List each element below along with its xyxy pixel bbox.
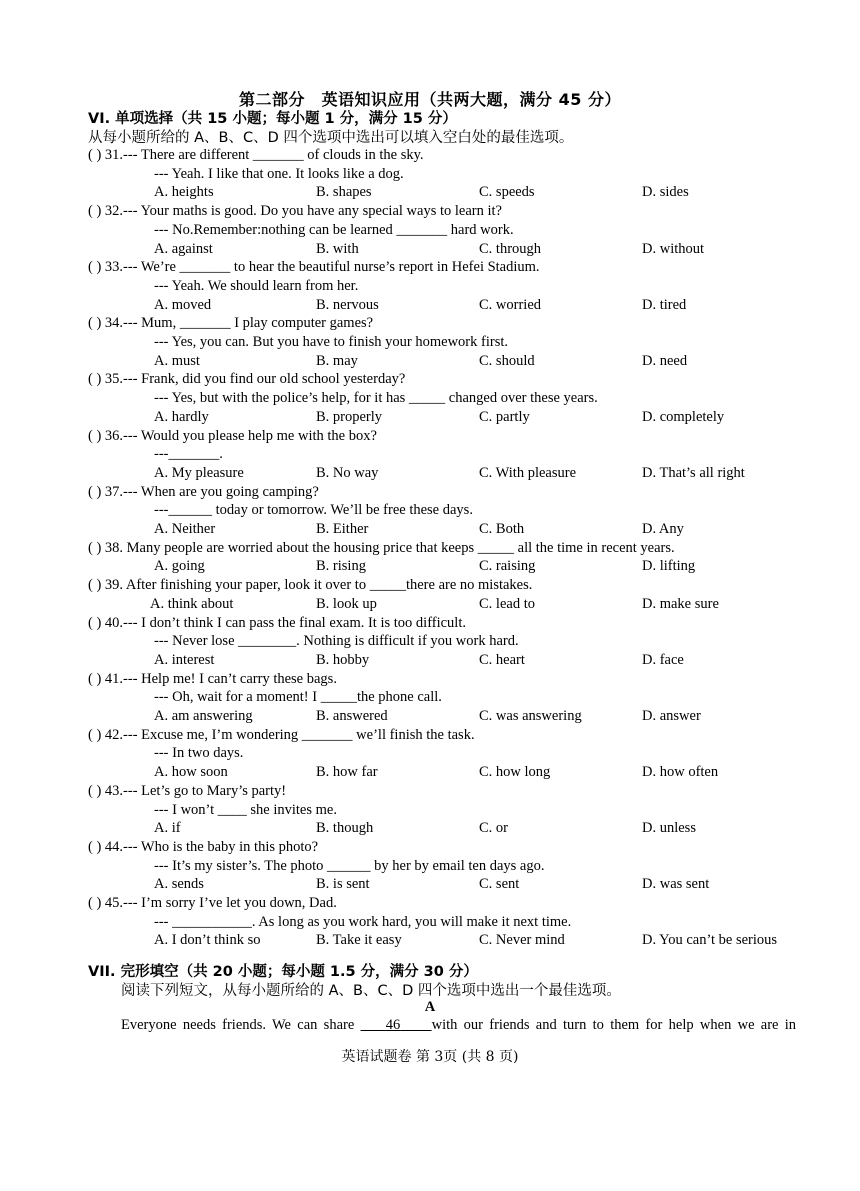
option-d: D. You can’t be serious [642, 932, 778, 949]
option-d: D. tired [642, 296, 687, 313]
question-stem: ( ) 44.--- Who is the baby in this photo? [88, 838, 319, 855]
question-stem: ( ) 38. Many people are worried about the housing price that keeps _____ all the time in recent years. [88, 539, 675, 556]
option-d: D. lifting [642, 558, 696, 575]
question-dialogue-line: --- I won’t ____ she invites me. [154, 801, 337, 818]
option-c: C. With pleasure [479, 464, 577, 481]
option-b: B. look up [316, 595, 377, 612]
question-dialogue-line: --- Yes, you can. But you have to finish your homework first. [154, 334, 508, 350]
page-title: 第二部分 英语知识应用（共两大题，满分 45 分） [239, 90, 621, 109]
passage-label: A [424, 999, 436, 1015]
question-stem: ( ) 45.--- I’m sorry I’ve let you down, Dad. [88, 895, 337, 911]
option-b: B. rising [316, 558, 366, 575]
question-stem: ( ) 35.--- Frank, did you find our old school yesterday? [88, 371, 406, 388]
option-c: C. should [479, 352, 535, 369]
option-b: B. shapes [316, 184, 372, 201]
section7-instruction: 阅读下列短文，从每小题所给的 A、B、C、D 四个选项中选出一个最佳选项。 [121, 983, 621, 999]
option-c: C. lead to [479, 595, 535, 612]
option-d: D. Any [642, 521, 684, 537]
option-a: A. must [154, 352, 200, 369]
option-c: C. heart [479, 651, 525, 668]
question-dialogue-line: --- ___________. As long as you work hard, you will make it next time. [154, 913, 572, 930]
question-stem: ( ) 43.--- Let’s go to Mary’s party! [88, 782, 287, 799]
option-a: A. interest [154, 651, 215, 668]
option-d: D. how often [642, 764, 719, 781]
question-dialogue-line: --- In two days. [154, 745, 244, 762]
option-a: A. Neither [154, 521, 216, 537]
option-d: D. was sent [642, 876, 710, 893]
option-a: A. if [154, 820, 181, 837]
question-dialogue-line: --- Yeah. We should learn from her. [154, 277, 359, 294]
question-stem: ( ) 40.--- I don’t think I can pass the final exam. It is too difficult. [88, 614, 466, 631]
option-b: B. is sent [316, 876, 370, 893]
option-c: C. partly [479, 408, 530, 425]
option-d: D. answer [642, 708, 701, 724]
question-dialogue-line: --- Yes, but with the police’s help, for it has _____ changed over these years. [154, 390, 598, 407]
option-d: D. completely [642, 408, 725, 425]
option-a: A. sends [154, 876, 204, 893]
option-c: C. Both [479, 521, 525, 537]
option-c: C. sent [479, 876, 520, 893]
passage-text-start: Everyone needs friends. We can share [121, 1017, 355, 1033]
question-dialogue-line: --- Yeah. I like that one. It looks like a dog. [154, 165, 404, 182]
section7-heading: VII. 完形填空（共 20 小题；每小题 1.5 分，满分 30 分） [88, 964, 478, 980]
option-d: D. sides [642, 184, 689, 201]
option-c: C. through [479, 240, 542, 257]
option-a: A. am answering [154, 708, 253, 724]
option-a: A. I don’t think so [154, 932, 261, 949]
option-a: A. hardly [154, 408, 209, 425]
section6-instruction: 从每小题所给的 A、B、C、D 四个选项中选出可以填入空白处的最佳选项。 [88, 130, 574, 146]
question-dialogue-line: ---______ today or tomorrow. We’ll be free these days. [154, 502, 473, 519]
question-dialogue-line: --- Never lose ________. Nothing is difficult if you work hard. [154, 633, 519, 650]
option-a: A. against [154, 240, 213, 257]
option-b: B. hobby [316, 651, 370, 668]
option-c: C. raising [479, 558, 536, 575]
question-dialogue-line: ---_______. [154, 446, 223, 463]
question-stem: ( ) 39. After finishing your paper, look it over to _____there are no mistakes. [88, 577, 533, 594]
question-stem: ( ) 32.--- Your maths is good. Do you have any special ways to learn it? [88, 203, 502, 220]
option-b: B. though [316, 820, 374, 837]
option-d: D. That’s all right [642, 464, 745, 481]
question-stem: ( ) 34.--- Mum, _______ I play computer games? [88, 315, 374, 332]
option-a: A. heights [154, 184, 214, 201]
option-c: C. how long [479, 764, 551, 781]
option-b: B. Either [316, 521, 369, 537]
question-dialogue-line: --- No.Remember:nothing can be learned _______ hard work. [154, 221, 514, 238]
option-d: D. without [642, 240, 705, 257]
option-c: C. worried [479, 296, 542, 313]
option-d: D. need [642, 352, 688, 369]
option-d: D. unless [642, 820, 696, 837]
question-stem: ( ) 33.--- We’re _______ to hear the beautiful nurse’s report in Hefei Stadium. [88, 259, 540, 276]
passage-first-line [121, 1017, 796, 1034]
option-d: D. make sure [642, 595, 719, 612]
option-d: D. face [642, 651, 684, 668]
option-b: B. answered [316, 708, 388, 724]
option-a: A. think about [150, 595, 234, 612]
option-b: B. Take it easy [316, 932, 402, 949]
option-b: B. No way [316, 464, 379, 481]
passage-text-rest: with our friends and turn to them for help when we are in [431, 1017, 797, 1033]
option-b: B. nervous [316, 296, 379, 313]
option-b: B. properly [316, 408, 383, 425]
option-b: B. how far [316, 764, 378, 781]
question-stem: ( ) 31.--- There are different _______ of clouds in the sky. [88, 147, 424, 163]
blank-number: 46 [385, 1017, 401, 1033]
question-stem: ( ) 42.--- Excuse me, I’m wondering _______ we’ll finish the task. [88, 726, 475, 743]
option-c: C. or [479, 820, 508, 837]
option-a: A. moved [154, 296, 212, 313]
blank-46 [361, 1017, 432, 1033]
option-c: C. Never mind [479, 932, 565, 949]
question-stem: ( ) 41.--- Help me! I can’t carry these bags. [88, 670, 337, 687]
option-c: C. was answering [479, 708, 582, 724]
option-b: B. may [316, 352, 358, 369]
question-stem: ( ) 36.--- Would you please help me with the box? [88, 427, 377, 444]
option-a: A. My pleasure [154, 464, 244, 481]
question-dialogue-line: --- Oh, wait for a moment! I _____the phone call. [154, 689, 442, 706]
section6-heading: VI. 单项选择（共 15 小题；每小题 1 分，满分 15 分） [88, 111, 457, 127]
page-footer: 英语试题卷 第 3页 (共 8 页) [341, 1049, 519, 1065]
question-dialogue-line: --- It’s my sister’s. The photo ______ by her by email ten days ago. [154, 857, 545, 874]
option-a: A. going [154, 558, 205, 575]
option-c: C. speeds [479, 184, 535, 201]
option-a: A. how soon [154, 764, 228, 781]
question-stem: ( ) 37.--- When are you going camping? [88, 483, 319, 500]
option-b: B. with [316, 240, 359, 257]
